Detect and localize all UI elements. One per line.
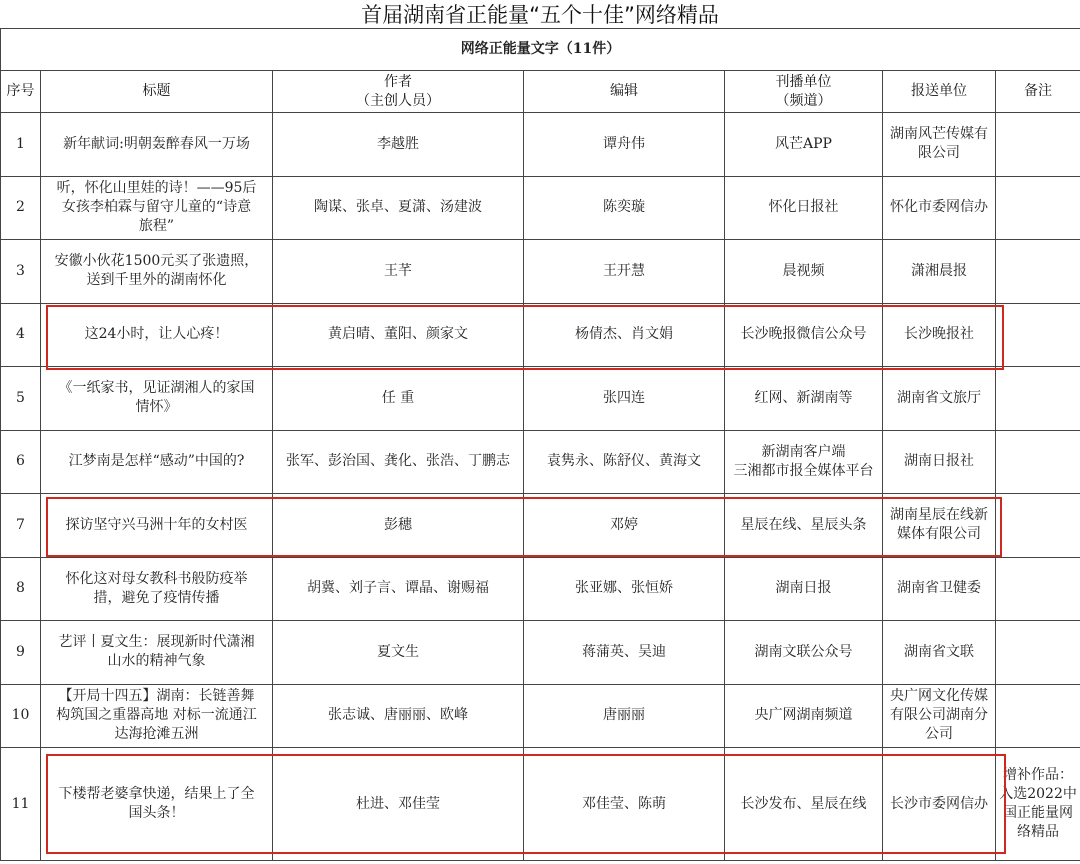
cell-publisher: 央广网湖南频道 — [725, 684, 883, 748]
cell-editor: 王开慧 — [524, 240, 725, 304]
table-row — [1, 240, 1080, 304]
cell-no: 3 — [1, 240, 41, 304]
cell-no: 9 — [1, 621, 41, 685]
cell-title: 怀化这对母女教科书般防疫举 措，避免了疫情传播 — [41, 557, 273, 621]
cell-note — [996, 621, 1080, 685]
table-row — [1, 494, 1080, 558]
cell-author: 杜进、邓佳莹 — [273, 748, 524, 861]
section-title: 网络正能量文字（11件） — [1, 29, 1080, 71]
header-editor: 编辑 — [524, 71, 725, 113]
cell-editor: 陈奕璇 — [524, 176, 725, 240]
header-note: 备注 — [996, 71, 1080, 113]
cell-title: 探访坚守兴马洲十年的女村医 — [41, 494, 273, 558]
cell-no: 7 — [1, 494, 41, 558]
cell-note — [996, 176, 1080, 240]
header-no: 序号 — [1, 71, 41, 113]
cell-publisher: 怀化日报社 — [725, 176, 883, 240]
cell-publisher: 湖南文联公众号 — [725, 621, 883, 685]
cell-author: 张志诚、唐丽丽、欧峰 — [273, 684, 524, 748]
table-row — [1, 621, 1080, 685]
works-table — [0, 28, 1080, 861]
cell-publisher: 星辰在线、星辰头条 — [725, 494, 883, 558]
cell-title: 【开局十四五】湖南：长链善舞 构筑国之重器高地 对标一流通江 达海抢滩五洲 — [41, 684, 273, 748]
cell-title: 艺评丨夏文生：展现新时代潇湘 山水的精神气象 — [41, 621, 273, 685]
cell-publisher: 晨视频 — [725, 240, 883, 304]
cell-no: 10 — [1, 684, 41, 748]
column-header-row — [1, 71, 1080, 113]
cell-author: 李越胜 — [273, 113, 524, 177]
cell-title: 这24小时，让人心疼！ — [41, 303, 273, 367]
cell-publisher: 新湖南客户端 三湘都市报全媒体平台 — [725, 430, 883, 494]
cell-publisher: 红网、新湖南等 — [725, 367, 883, 431]
cell-author: 张军、彭治国、龚化、张浩、丁鹏志 — [273, 430, 524, 494]
cell-no: 8 — [1, 557, 41, 621]
cell-no: 1 — [1, 113, 41, 177]
cell-title: 江梦南是怎样“感动”中国的? — [41, 430, 273, 494]
cell-submitter: 湖南风芒传媒有 限公司 — [883, 113, 996, 177]
cell-no: 2 — [1, 176, 41, 240]
table-row — [1, 367, 1080, 431]
cell-note — [996, 240, 1080, 304]
cell-author: 陶谋、张卓、夏潇、汤建波 — [273, 176, 524, 240]
cell-submitter: 湖南省文联 — [883, 621, 996, 685]
cell-editor: 唐丽丽 — [524, 684, 725, 748]
cell-title: 听，怀化山里娃的诗！——95后 女孩李柏霖与留守儿童的“诗意 旅程” — [41, 176, 273, 240]
cell-note — [996, 430, 1080, 494]
header-author: 作者 （主创人员） — [273, 71, 524, 113]
cell-submitter: 怀化市委网信办 — [883, 176, 996, 240]
cell-no: 11 — [1, 748, 41, 861]
cell-submitter: 湖南日报社 — [883, 430, 996, 494]
section-header-row — [1, 29, 1080, 71]
cell-note — [996, 113, 1080, 177]
table-row — [1, 748, 1080, 861]
cell-note — [996, 494, 1080, 558]
cell-editor: 杨倩杰、肖文娟 — [524, 303, 725, 367]
cell-note — [996, 303, 1080, 367]
cell-author: 黄启晴、董阳、颜家文 — [273, 303, 524, 367]
cell-note — [996, 557, 1080, 621]
cell-author: 夏文生 — [273, 621, 524, 685]
cell-title: 安徽小伙花1500元买了张遗照， 送到千里外的湖南怀化 — [41, 240, 273, 304]
cell-author: 胡冀、刘子言、谭晶、谢赐福 — [273, 557, 524, 621]
cell-editor: 张亚娜、张恒娇 — [524, 557, 725, 621]
table-row — [1, 430, 1080, 494]
cell-submitter: 湖南省文旅厅 — [883, 367, 996, 431]
table-row — [1, 557, 1080, 621]
cell-editor: 邓婷 — [524, 494, 725, 558]
cell-note — [996, 684, 1080, 748]
header-title: 标题 — [41, 71, 273, 113]
cell-editor: 谭舟伟 — [524, 113, 725, 177]
cell-publisher: 长沙发布、星辰在线 — [725, 748, 883, 861]
cell-note: 增补作品： 入选2022中 国正能量网 络精品 — [996, 748, 1080, 861]
cell-submitter: 湖南星辰在线新 媒体有限公司 — [883, 494, 996, 558]
cell-submitter: 长沙晚报社 — [883, 303, 996, 367]
cell-no: 5 — [1, 367, 41, 431]
cell-submitter: 长沙市委网信办 — [883, 748, 996, 861]
table-row — [1, 684, 1080, 748]
cell-editor: 邓佳莹、陈萌 — [524, 748, 725, 861]
cell-submitter: 湖南省卫健委 — [883, 557, 996, 621]
header-publisher: 刊播单位 （频道） — [725, 71, 883, 113]
cell-editor: 袁隽永、陈舒仪、黄海文 — [524, 430, 725, 494]
cell-editor: 蒋蒲英、吴迪 — [524, 621, 725, 685]
page-title: 首届湖南省正能量“五个十佳”网络精品 — [361, 3, 719, 27]
table-row — [1, 176, 1080, 240]
cell-publisher: 湖南日报 — [725, 557, 883, 621]
cell-note — [996, 367, 1080, 431]
table-row — [1, 113, 1080, 177]
cell-editor: 张四连 — [524, 367, 725, 431]
cell-submitter: 潇湘晨报 — [883, 240, 996, 304]
cell-publisher: 长沙晚报微信公众号 — [725, 303, 883, 367]
cell-submitter: 央广网文化传媒 有限公司湖南分 公司 — [883, 684, 996, 748]
cell-publisher: 风芒APP — [725, 113, 883, 177]
cell-no: 4 — [1, 303, 41, 367]
cell-author: 王芊 — [273, 240, 524, 304]
cell-author: 彭穗 — [273, 494, 524, 558]
cell-title: 《一纸家书，见证湖湘人的家国 情怀》 — [41, 367, 273, 431]
table-row — [1, 303, 1080, 367]
cell-author: 任 重 — [273, 367, 524, 431]
cell-title: 下楼帮老婆拿快递，结果上了全 国头条！ — [41, 748, 273, 861]
cell-title: 新年献词:明朝轰醉春风一万场 — [41, 113, 273, 177]
cell-no: 6 — [1, 430, 41, 494]
header-submitter: 报送单位 — [883, 71, 996, 113]
